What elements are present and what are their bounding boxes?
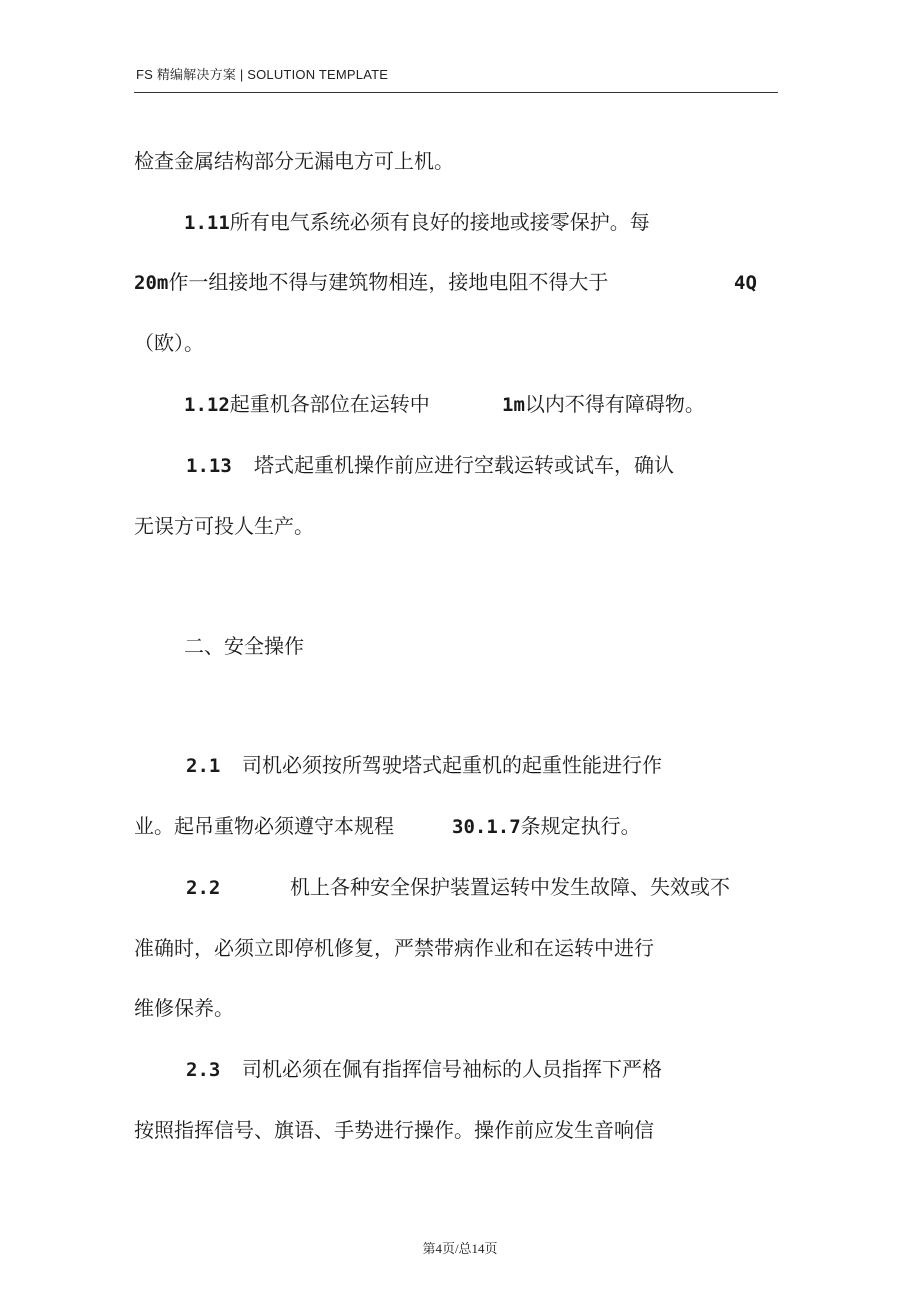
clause-text: 按照指挥信号、旗语、手势进行操作。操作前应发生音响信 bbox=[134, 1118, 654, 1142]
clause-2-2-line-2 bbox=[134, 936, 654, 960]
clause-number: 1.12 bbox=[184, 394, 230, 416]
clause-text: 所有电气系统必须有良好的接地或接零保护。每 bbox=[229, 210, 650, 234]
clause-1-12-line bbox=[184, 392, 430, 417]
spacing-value: 20m bbox=[134, 272, 169, 294]
clause-1-13-line-2 bbox=[134, 514, 314, 538]
clause-text: 以内不得有障碍物。 bbox=[524, 392, 705, 416]
clause-2-1-line-text bbox=[242, 753, 662, 777]
clause-2-3-line-2 bbox=[134, 1118, 654, 1142]
clause-text: 无误方可投人生产。 bbox=[134, 514, 314, 538]
clause-text: 维修保养。 bbox=[134, 996, 234, 1020]
clause-2-1-line-2b bbox=[452, 814, 641, 839]
clause-number: 2.1 bbox=[186, 755, 221, 777]
clause-2-2-line-3 bbox=[134, 996, 234, 1020]
header-divider bbox=[134, 92, 778, 93]
clause-text: 条规定执行。 bbox=[520, 814, 641, 838]
clause-2-3-line-text bbox=[242, 1057, 662, 1081]
clause-text: 机上各种安全保护装置运转中发生故障、失效或不 bbox=[290, 875, 730, 899]
clause-2-2-line-text bbox=[290, 875, 730, 899]
clause-text: 司机必须在佩有指挥信号袖标的人员指挥下严格 bbox=[242, 1057, 662, 1081]
clause-text: 塔式起重机操作前应进行空载运转或试车，确认 bbox=[254, 453, 674, 477]
page-number: 第4页/总14页 bbox=[422, 1241, 498, 1256]
clause-text: 业。起吊重物必须遵守本规程 bbox=[134, 814, 394, 838]
page-header-title: FS 精编解决方案 | SOLUTION TEMPLATE bbox=[136, 67, 389, 82]
clause-number: 2.3 bbox=[186, 1059, 221, 1081]
clause-number: 2.2 bbox=[186, 877, 221, 899]
resistance-value-text: 4Q bbox=[734, 272, 757, 294]
clause-1-11-line-3 bbox=[134, 331, 204, 355]
paragraph-line-1 bbox=[134, 149, 454, 173]
resistance-value bbox=[734, 270, 757, 295]
clause-number: 1.13 bbox=[186, 455, 232, 477]
clause-text: 准确时，必须立即停机修复，严禁带病作业和在运转中进行 bbox=[134, 936, 654, 960]
clause-2-3-line bbox=[186, 1057, 220, 1082]
clause-1-13-line-text bbox=[254, 453, 674, 477]
clause-2-2-line bbox=[186, 875, 220, 900]
clause-2-1-line bbox=[186, 753, 220, 778]
section-title: 二、安全操作 bbox=[184, 634, 304, 658]
clause-1-11-line-2 bbox=[134, 270, 608, 295]
text: 检查金属结构部分无漏电方可上机。 bbox=[134, 149, 454, 173]
clause-1-13-line bbox=[186, 453, 232, 478]
rule-reference: 30.1.7 bbox=[452, 816, 521, 838]
clause-2-1-line-2 bbox=[134, 814, 394, 838]
section-heading bbox=[184, 634, 304, 658]
clause-text: 起重机各部位在运转中 bbox=[229, 392, 430, 416]
distance-value: 1m bbox=[502, 394, 525, 416]
clause-1-11-line bbox=[184, 210, 650, 235]
clause-text: （欧）。 bbox=[134, 331, 204, 355]
clause-text: 司机必须按所驾驶塔式起重机的起重性能进行作 bbox=[242, 753, 662, 777]
clause-number: 1.11 bbox=[184, 212, 230, 234]
clause-1-12-line-b bbox=[502, 392, 705, 417]
clause-text: 作一组接地不得与建筑物相连，接地电阻不得大于 bbox=[168, 270, 609, 294]
